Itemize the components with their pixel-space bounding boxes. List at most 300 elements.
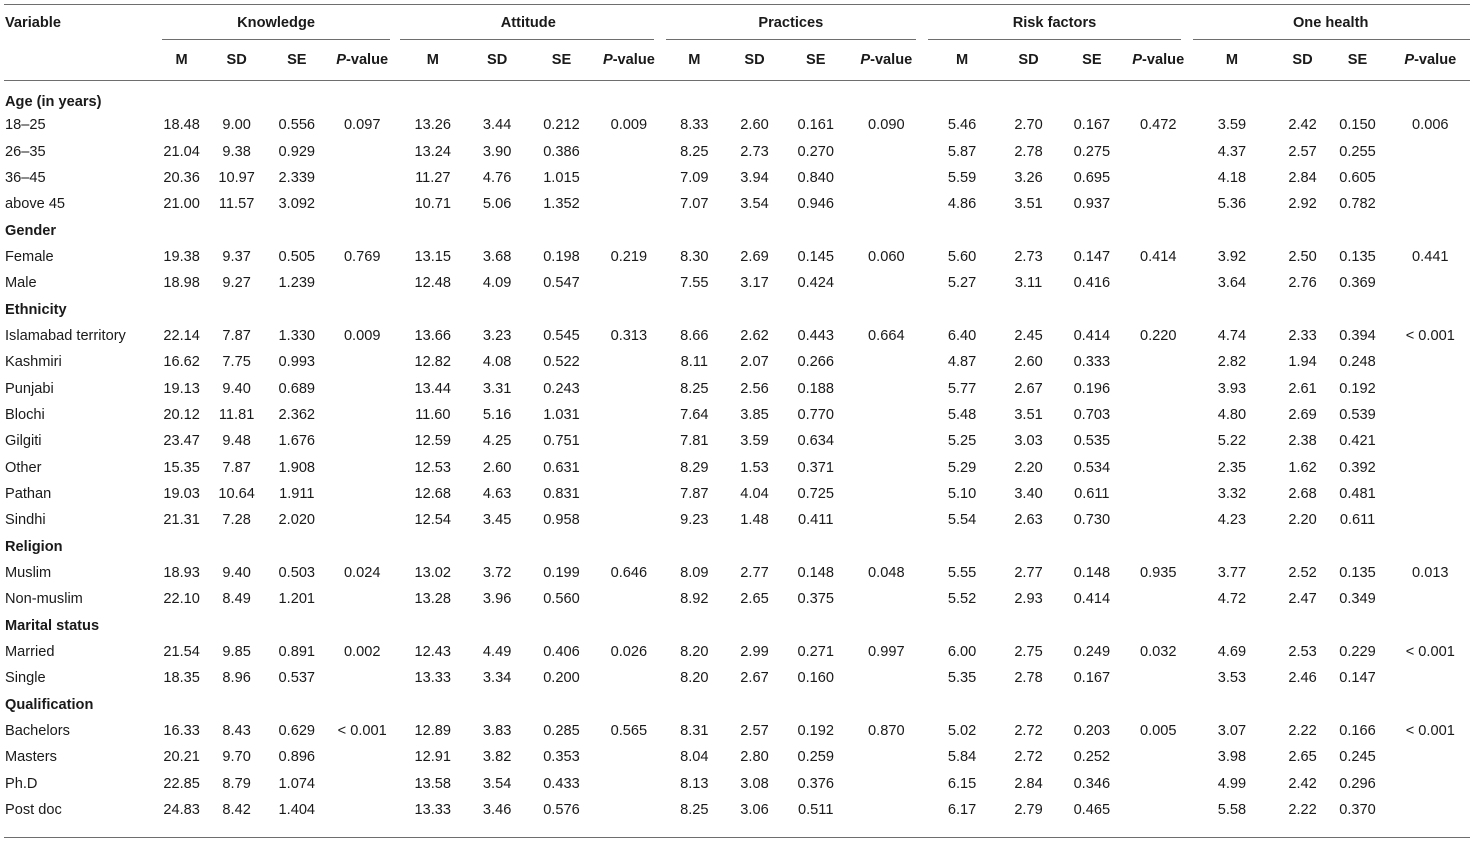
group-header-one-health (1187, 6, 1474, 40)
table-row (0, 323, 1474, 349)
table-cell: 8.13 (680, 775, 709, 792)
table-cell: 0.611 (1339, 512, 1376, 529)
row-label: Post doc (5, 802, 62, 819)
table-cell (1387, 375, 1474, 401)
table-cell: 0.840 (797, 169, 834, 186)
table-cell: 3.11 (1014, 275, 1043, 292)
table-cell: 24.83 (163, 802, 200, 819)
row-label: Ph.D (5, 775, 38, 792)
table-cell (1129, 191, 1187, 217)
table-cell: 2.61 (1288, 380, 1317, 397)
table-cell: 16.33 (163, 723, 200, 740)
table-cell: 2.84 (1288, 169, 1317, 186)
table-cell: 7.75 (222, 354, 251, 371)
table-cell: 0.725 (797, 485, 834, 502)
table-cell: 8.25 (680, 143, 709, 160)
table-cell: 2.339 (278, 169, 316, 186)
subcol-header-m: M (956, 52, 969, 68)
table-cell: 0.370 (1339, 802, 1376, 819)
group-underline (162, 39, 391, 40)
table-cell: 0.147 (1339, 670, 1376, 687)
row-label: Other (5, 459, 42, 476)
row-label: Blochi (5, 406, 45, 423)
table-cell: 2.33 (1288, 327, 1317, 344)
table-cell: 2.68 (1288, 485, 1317, 502)
table-cell: 0.421 (1339, 433, 1376, 450)
bottom-rule (4, 837, 1470, 838)
table-cell: 2.82 (1217, 354, 1247, 371)
group-header-practices (660, 6, 922, 40)
table-cell: 0.198 (543, 248, 580, 265)
table-cell: 0.611 (1074, 485, 1110, 502)
table-cell: 7.28 (222, 512, 251, 529)
table-cell: 18.93 (163, 565, 200, 582)
table-cell: 8.66 (680, 327, 709, 344)
table-cell: 0.167 (1073, 670, 1111, 687)
row-label: 26–35 (5, 143, 46, 160)
table-cell: 0.629 (278, 723, 316, 740)
table-cell: < 0.001 (1405, 723, 1455, 740)
table-row (0, 797, 1474, 823)
subcol-header-p-value (851, 40, 922, 80)
table-cell: 8.42 (222, 802, 251, 819)
table-cell (851, 402, 922, 428)
group-underline (400, 39, 654, 40)
table-cell: 6.40 (947, 327, 977, 344)
table-cell: 0.243 (543, 380, 580, 397)
table-cell: 12.82 (414, 354, 452, 371)
table-cell: 9.38 (222, 143, 251, 160)
table-cell (598, 481, 660, 507)
table-cell: 5.29 (947, 459, 977, 476)
table-cell: 0.751 (543, 433, 580, 450)
table-cell: 0.220 (1140, 327, 1177, 344)
table-cell: 2.56 (740, 380, 769, 397)
table-cell: 2.50 (1288, 248, 1317, 265)
table-cell: 3.77 (1217, 565, 1247, 582)
table-cell (1129, 138, 1187, 164)
table-cell: 2.22 (1288, 802, 1317, 819)
p-italic: P (1404, 52, 1415, 68)
table-cell (1129, 375, 1187, 401)
table-cell: 3.54 (740, 196, 769, 213)
table-cell (851, 349, 922, 375)
table-cell: 13.33 (414, 802, 452, 819)
table-cell: 2.79 (1014, 802, 1043, 819)
subcol-header-sd: SD (744, 52, 765, 68)
table-cell: 5.60 (947, 248, 977, 265)
table-cell (598, 375, 660, 401)
row-label: Muslim (5, 565, 52, 582)
table-cell: 3.45 (482, 512, 512, 529)
table-cell: 2.47 (1288, 591, 1317, 608)
table-cell (851, 270, 922, 296)
table-cell: 0.160 (797, 670, 834, 687)
table-cell: 0.522 (543, 354, 580, 371)
table-cell: 11.57 (218, 196, 255, 213)
table-cell: 0.503 (278, 565, 316, 582)
table-cell: 0.252 (1073, 749, 1111, 766)
table-cell (598, 165, 660, 191)
table-cell: 0.703 (1073, 406, 1111, 423)
table-cell (1387, 138, 1474, 164)
table-cell: 0.135 (1339, 565, 1376, 582)
table-cell: 0.565 (610, 723, 648, 740)
table-cell (1129, 454, 1187, 480)
table-cell (1387, 349, 1474, 375)
table-cell: 2.35 (1217, 459, 1247, 476)
table-cell: 22.85 (163, 775, 200, 792)
table-cell: 7.07 (680, 196, 709, 213)
table-row (0, 507, 1474, 533)
table-cell: 4.69 (1217, 644, 1247, 661)
group-header-attitude (396, 6, 660, 40)
table-row (0, 191, 1474, 217)
table-cell: 5.25 (947, 433, 977, 450)
subcol-header-m: M (688, 52, 701, 68)
table-cell: 3.72 (482, 565, 512, 582)
table-cell: 3.64 (1217, 275, 1247, 292)
table-cell: 5.52 (947, 591, 977, 608)
table-cell: 0.196 (1073, 380, 1111, 397)
table-cell: 5.46 (947, 117, 977, 134)
table-cell: 5.55 (947, 565, 977, 582)
table-cell: 5.02 (947, 723, 977, 740)
table-cell (851, 138, 922, 164)
category-label: Ethnicity (5, 301, 67, 318)
table-cell (1387, 797, 1474, 823)
table-cell: 0.060 (868, 248, 905, 265)
subcol-header-sd: SD (486, 52, 508, 68)
table-cell: 0.769 (343, 248, 381, 265)
table-cell: 4.80 (1217, 406, 1247, 423)
table-cell: 0.993 (278, 354, 316, 371)
table-cell: 2.78 (1014, 670, 1043, 687)
table-cell: 3.92 (1217, 248, 1247, 265)
table-cell: 2.67 (740, 670, 769, 687)
table-cell: 0.048 (868, 565, 905, 582)
table-cell: 0.145 (797, 248, 834, 265)
table-row (0, 560, 1474, 586)
table-cell: 5.06 (482, 196, 512, 213)
table-cell: 19.38 (163, 248, 200, 265)
table-cell: 1.53 (740, 459, 769, 476)
row-label: Kashmiri (5, 354, 62, 371)
table-cell: 3.092 (278, 196, 316, 213)
table-cell: 6.15 (947, 775, 977, 792)
table-cell: 2.80 (740, 749, 769, 766)
table-cell: 0.534 (1073, 459, 1111, 476)
table-cell: 4.37 (1217, 143, 1247, 160)
table-cell: 5.35 (947, 670, 977, 687)
table-cell (598, 586, 660, 612)
table-cell: 3.34 (482, 670, 512, 687)
table-cell: 0.090 (868, 117, 905, 134)
group-underline (928, 39, 1182, 40)
row-label: above 45 (5, 196, 66, 213)
table-cell (598, 797, 660, 823)
table-cell: 0.441 (1412, 248, 1449, 265)
table-cell: 0.695 (1073, 169, 1111, 186)
table-cell (598, 191, 660, 217)
table-cell: 2.65 (740, 591, 769, 608)
table-cell: 4.04 (740, 485, 769, 502)
table-cell: 3.93 (1217, 380, 1247, 397)
row-label: Punjabi (5, 380, 54, 397)
table-cell: 20.36 (163, 169, 200, 186)
table-cell: 0.465 (1073, 802, 1111, 819)
table-cell: 3.17 (740, 275, 769, 292)
variable-subheader (0, 40, 156, 80)
table-cell: 0.229 (1339, 644, 1376, 661)
table-cell (851, 507, 922, 533)
table-cell (598, 454, 660, 480)
table-cell: 2.53 (1288, 644, 1317, 661)
table-cell: 0.002 (343, 644, 381, 661)
table-cell: 9.40 (222, 565, 251, 582)
table-cell (328, 507, 397, 533)
table-cell (328, 481, 397, 507)
table-cell (1387, 402, 1474, 428)
table-cell: 3.98 (1217, 749, 1247, 766)
group-header-label: Attitude (500, 15, 556, 31)
table-cell (1129, 165, 1187, 191)
table-cell: 3.51 (1014, 196, 1043, 213)
table-cell: 4.25 (482, 433, 512, 450)
subcol-header-m: M (175, 52, 188, 68)
table-cell (328, 349, 397, 375)
table-cell (1129, 481, 1187, 507)
table-cell (328, 402, 397, 428)
table-cell: 3.07 (1217, 723, 1247, 740)
table-cell: 0.333 (1073, 354, 1111, 371)
table-cell: 0.369 (1339, 275, 1376, 292)
table-cell: 3.46 (482, 802, 512, 819)
table-cell: 3.23 (482, 327, 512, 344)
table-cell (1387, 481, 1474, 507)
table-cell: 2.020 (278, 512, 316, 529)
results-table (0, 6, 1474, 823)
table-cell: 0.535 (1073, 433, 1111, 450)
table-cell (851, 771, 922, 797)
table-cell (328, 665, 397, 691)
table-cell: 1.330 (278, 327, 316, 344)
table-cell: 8.25 (680, 380, 709, 397)
table-cell: 7.87 (680, 485, 709, 502)
table-cell (328, 454, 397, 480)
table-cell: 5.10 (947, 485, 977, 502)
row-label: Masters (5, 749, 57, 766)
table-cell: 0.192 (797, 723, 834, 740)
table-cell: 2.72 (1014, 749, 1043, 766)
table-cell: 0.472 (1140, 117, 1177, 134)
group-underline (666, 39, 916, 40)
row-label: Islamabad territory (5, 327, 126, 344)
table-cell: 0.689 (278, 380, 316, 397)
table-cell (851, 665, 922, 691)
table-cell: 0.026 (610, 644, 648, 661)
table-cell: 1.94 (1288, 354, 1317, 371)
table-cell (598, 744, 660, 770)
table-cell: 2.45 (1014, 327, 1043, 344)
table-cell: 8.20 (680, 670, 709, 687)
table-cell: 0.005 (1140, 723, 1177, 740)
table-cell: 0.411 (798, 512, 834, 529)
table-cell: 12.89 (414, 723, 452, 740)
table-cell: 5.48 (947, 406, 977, 423)
row-label: Sindhi (5, 512, 46, 529)
subcol-header-p-value (598, 40, 660, 80)
table-cell (1129, 771, 1187, 797)
table-cell: 2.75 (1014, 644, 1043, 661)
table-cell: 1.911 (279, 485, 315, 502)
table-cell: 2.07 (740, 354, 769, 371)
table-cell: 0.416 (1073, 275, 1111, 292)
table-cell (851, 586, 922, 612)
table-cell (1129, 270, 1187, 296)
table-cell: 12.91 (414, 749, 452, 766)
table-cell: 7.81 (680, 433, 709, 450)
subcol-header-m: M (1225, 52, 1239, 68)
category-row (0, 217, 1474, 243)
table-cell: 1.48 (740, 512, 769, 529)
table-cell: 0.375 (797, 591, 834, 608)
row-label: Married (5, 644, 55, 661)
table-cell (1387, 744, 1474, 770)
table-cell: 2.92 (1288, 196, 1317, 213)
table-cell (328, 428, 397, 454)
table-row (0, 639, 1474, 665)
table-cell: 8.33 (680, 117, 709, 134)
table-cell: < 0.001 (1405, 327, 1455, 344)
p-suffix: -value (1414, 52, 1457, 68)
row-label: Non-muslim (5, 591, 83, 608)
table-cell: 4.09 (482, 275, 512, 292)
table-cell: 13.28 (414, 591, 452, 608)
table-cell: 0.199 (543, 565, 580, 582)
table-cell: 3.32 (1217, 485, 1247, 502)
table-cell: 7.09 (680, 169, 709, 186)
table-cell: 0.664 (868, 327, 905, 344)
table-cell: 4.08 (482, 354, 512, 371)
group-header-label: Knowledge (237, 15, 315, 31)
table-cell: 0.009 (343, 327, 381, 344)
table-cell: 19.13 (163, 380, 200, 397)
table-cell: < 0.001 (1405, 644, 1455, 661)
subcol-header-se: SE (1082, 52, 1102, 68)
table-cell: 0.275 (1073, 143, 1111, 160)
category-row (0, 692, 1474, 718)
table-cell: 0.605 (1339, 169, 1376, 186)
table-cell: 3.26 (1014, 169, 1043, 186)
table-cell (1387, 191, 1474, 217)
table-cell: 0.896 (278, 749, 316, 766)
table-cell: 9.70 (222, 749, 251, 766)
table-cell: 0.946 (797, 196, 834, 213)
table-row (0, 481, 1474, 507)
subcol-header-sd: SD (1292, 52, 1313, 68)
category-label: Marital status (5, 617, 100, 634)
table-cell (1387, 270, 1474, 296)
table-cell: 0.296 (1339, 775, 1376, 792)
subcol-header-sd: SD (226, 52, 247, 68)
group-header-risk-factors (922, 6, 1188, 40)
subcol-header-m: M (426, 52, 439, 68)
table-cell: 3.53 (1217, 670, 1247, 687)
table-cell: 3.40 (1014, 485, 1043, 502)
table-cell: 0.161 (797, 117, 834, 134)
table-cell: 5.87 (947, 143, 977, 160)
table-cell: 8.92 (680, 591, 709, 608)
table-cell: 1.015 (543, 169, 580, 186)
table-cell: 2.63 (1014, 512, 1043, 529)
table-cell: 0.770 (797, 406, 834, 423)
table-cell (851, 191, 922, 217)
table-cell: 1.074 (278, 775, 316, 792)
table-cell: 12.53 (414, 459, 452, 476)
table-cell: 0.032 (1140, 644, 1177, 661)
table-cell: 0.349 (1339, 591, 1376, 608)
table-cell: 3.44 (482, 117, 512, 134)
category-row (0, 613, 1474, 639)
table-cell (1129, 507, 1187, 533)
table-cell (328, 744, 397, 770)
table-cell: 10.71 (414, 196, 452, 213)
row-label: 36–45 (5, 169, 46, 186)
table-cell: 8.25 (680, 802, 709, 819)
table-cell: 13.58 (414, 775, 452, 792)
table-cell: 2.22 (1288, 723, 1317, 740)
p-italic: P (336, 52, 346, 68)
table-cell: 18.98 (163, 275, 200, 292)
table-cell: 8.43 (222, 723, 251, 740)
table-cell: 9.40 (222, 380, 251, 397)
table-cell: 8.11 (680, 354, 708, 371)
table-cell: 10.64 (218, 485, 255, 502)
table-cell: 0.414 (1073, 327, 1111, 344)
table-cell: 12.54 (414, 512, 452, 529)
table-cell: 0.245 (1339, 749, 1376, 766)
p-suffix: -value (870, 52, 913, 68)
table-cell: 3.90 (482, 143, 512, 160)
table-cell (1129, 349, 1187, 375)
table-cell: 5.84 (947, 749, 977, 766)
table-row (0, 428, 1474, 454)
table-row (0, 771, 1474, 797)
table-cell: 1.908 (278, 459, 316, 476)
table-cell: 5.22 (1217, 433, 1247, 450)
category-row (0, 296, 1474, 322)
category-label: Religion (5, 538, 63, 555)
table-cell: 2.57 (1288, 143, 1317, 160)
table-cell (851, 744, 922, 770)
table-cell (1129, 797, 1187, 823)
table-cell: 0.870 (868, 723, 905, 740)
category-row (0, 534, 1474, 560)
table-cell (328, 586, 397, 612)
table-cell: 20.21 (163, 749, 200, 766)
group-header-label: Risk factors (1012, 15, 1097, 31)
table-cell (1129, 744, 1187, 770)
table-cell: 2.362 (278, 406, 316, 423)
table-cell (1129, 402, 1187, 428)
table-cell: 0.782 (1339, 196, 1376, 213)
table-cell: 0.433 (543, 775, 580, 792)
table-cell: 0.219 (610, 248, 648, 265)
table-cell: 0.009 (610, 117, 648, 134)
table-cell: 2.78 (1014, 143, 1043, 160)
table-cell (1129, 428, 1187, 454)
